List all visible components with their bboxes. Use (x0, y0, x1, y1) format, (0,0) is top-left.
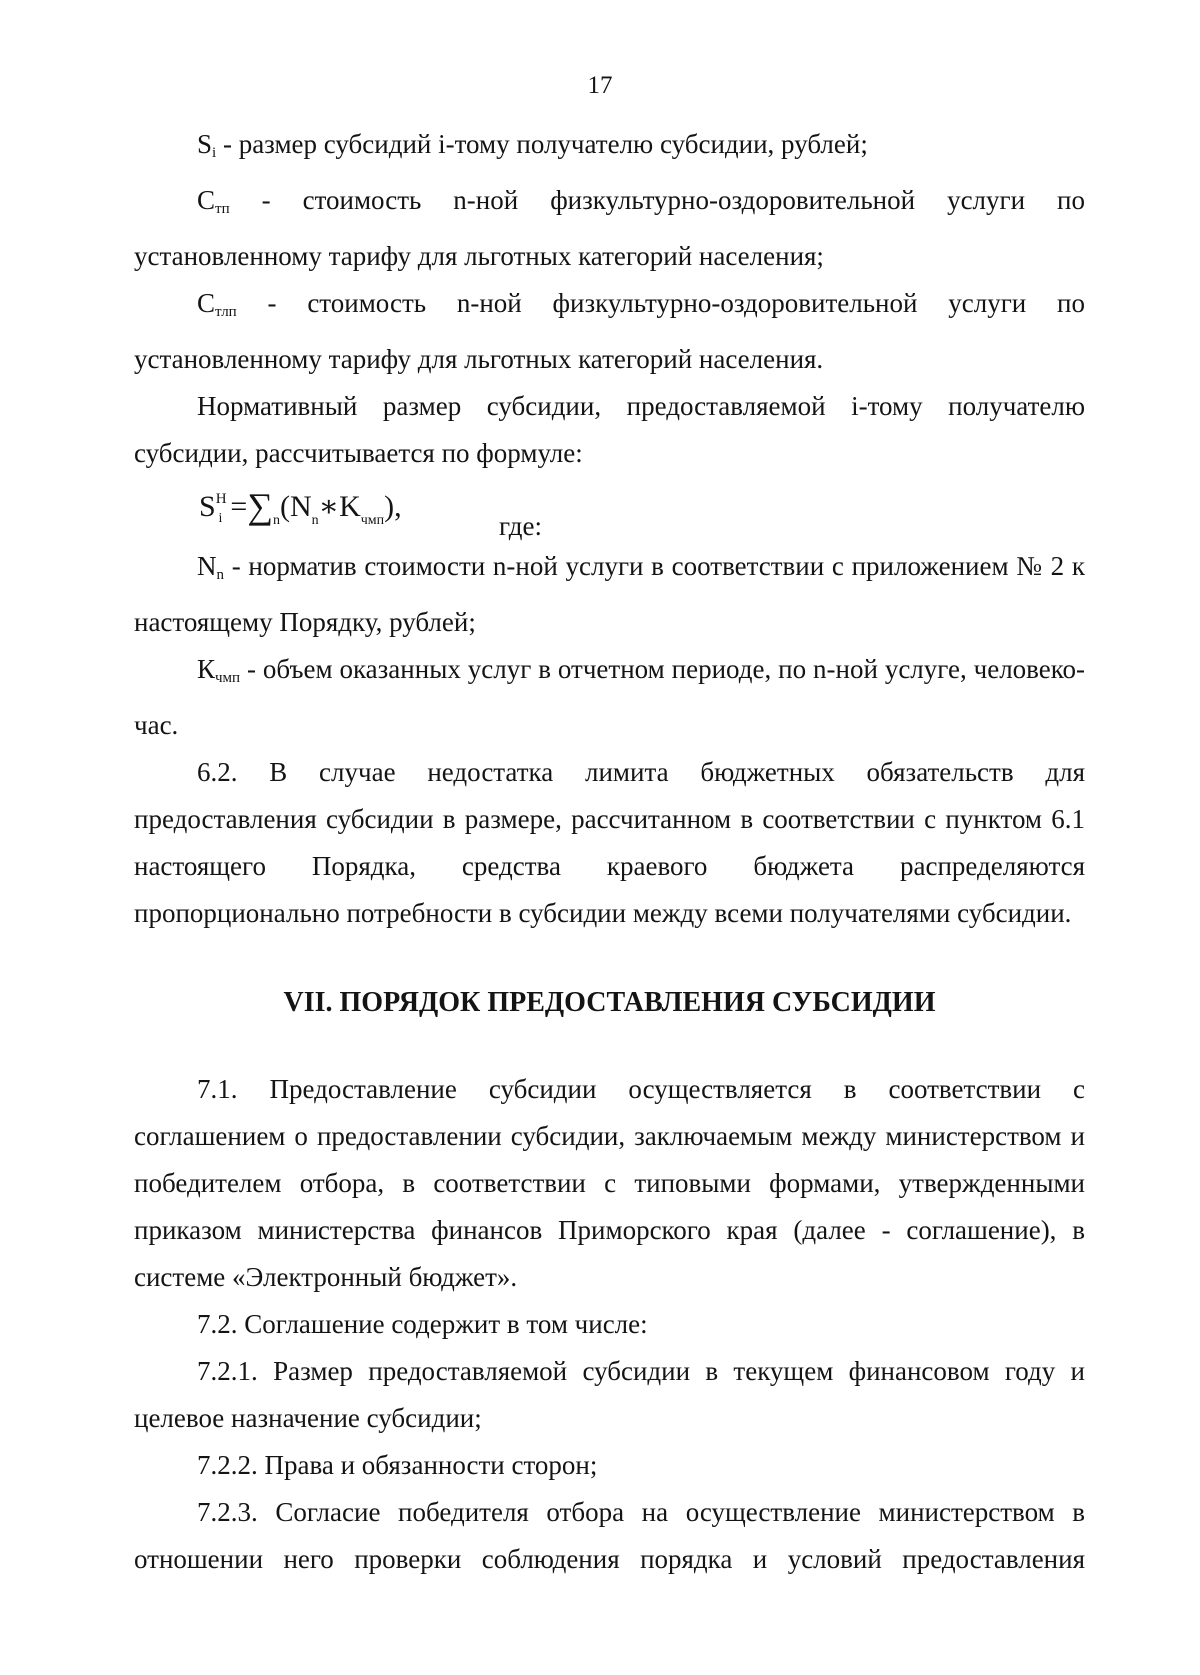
symbol-s: S (197, 129, 213, 159)
formula-close: ), (384, 490, 402, 523)
definition-s-i-text: - размер субсидий i-тому получателю субсидии, рублей; (216, 129, 868, 159)
definition-s-i (134, 121, 1085, 177)
definition-c-tn (134, 177, 1085, 280)
symbol-k: К (197, 654, 216, 684)
definition-c-tln (134, 280, 1085, 383)
paragraph-6-2: 6.2. В случае недостатка лимита бюджетных обязательств для предоставления субсидии в размере, рассчитанном в соответствии с пунктом 6.1 настоящего Порядка, средства краевого бюджета распределяются пропорционально потребности в субсидии между всеми получателями субсидии. (134, 757, 1085, 928)
definition-k-chmp-text: - объем оказанных услуг в отчетном периоде, по n-ной услуге, человеко-час. (134, 654, 1085, 740)
formula-lhs-sup: Н (215, 491, 227, 507)
formula-where: где: (499, 511, 542, 541)
symbol-k-subscript: чмп (215, 670, 241, 686)
symbol-n-subscript: n (216, 567, 224, 583)
symbol-c2-subscript: тлп (215, 304, 237, 320)
page-number: 17 (587, 72, 613, 99)
paragraph-7-2-3: 7.2.3. Согласие победителя отбора на осуществление министерством в отношении него проверки соблюдения порядка и условий предоставления (134, 1497, 1085, 1574)
definition-n-n (134, 543, 1085, 646)
formula-times: ∗K (318, 490, 361, 523)
definition-k-chmp (134, 646, 1085, 749)
symbol-c: С (197, 185, 216, 215)
paragraph-7-2: 7.2. Соглашение содержит в том числе: (197, 1309, 648, 1339)
definition-n-n-text: - норматив стоимости n-ной услуги в соответствии с приложением № 2 к настоящему Порядку, рублей; (134, 551, 1085, 637)
definition-c-tln-text: - стоимость n-ной физкультурно-оздоровительной услуги по установленному тарифу для льготных категорий населения. (134, 288, 1085, 374)
normative-intro: Нормативный размер субсидии, предоставляемой i-тому получателю субсидии, рассчитывается по формуле: (134, 391, 1085, 468)
definition-c-tn-text: - стоимость n-ной физкультурно-оздоровительной услуги по установленному тарифу для льготных категорий населения; (134, 185, 1085, 271)
paragraph-7-2-2: 7.2.2. Права и обязанности сторон; (197, 1450, 598, 1480)
formula-lhs: S (199, 490, 216, 523)
formula-open: (N (280, 490, 312, 523)
formula-expression (199, 481, 402, 536)
formula-sum-sign: ∑ (247, 486, 274, 526)
formula-n-sub: n (311, 513, 319, 528)
symbol-c2: С (197, 288, 216, 318)
paragraph-7-2-1: 7.2.1. Размер предоставляемой субсидии в текущем финансовом году и целевое назначение субсидии; (134, 1356, 1085, 1433)
formula-equals: = (230, 490, 248, 523)
formula-sum-sub: n (273, 513, 281, 528)
symbol-s-subscript: i (212, 145, 217, 161)
formula-lhs-sub: i (218, 511, 223, 526)
symbol-c-subscript: тп (215, 201, 230, 217)
formula (199, 477, 1085, 543)
paragraph-7-1: 7.1. Предоставление субсидии осуществляется в соответствии с соглашением о предоставлении субсидии, заключаемым между министерством и победителем отбора, в соответствии с типовыми формами, утвержденными приказом министерства финансов Приморского края (далее - соглашение), в системе «Электронный бюджет». (134, 1074, 1085, 1292)
formula-k-sub: чмп (360, 513, 385, 528)
document-body (134, 121, 1085, 1583)
section-heading: VII. ПОРЯДОК ПРЕДОСТАВЛЕНИЯ СУБСИДИИ (283, 987, 936, 1018)
symbol-n: N (197, 551, 217, 581)
